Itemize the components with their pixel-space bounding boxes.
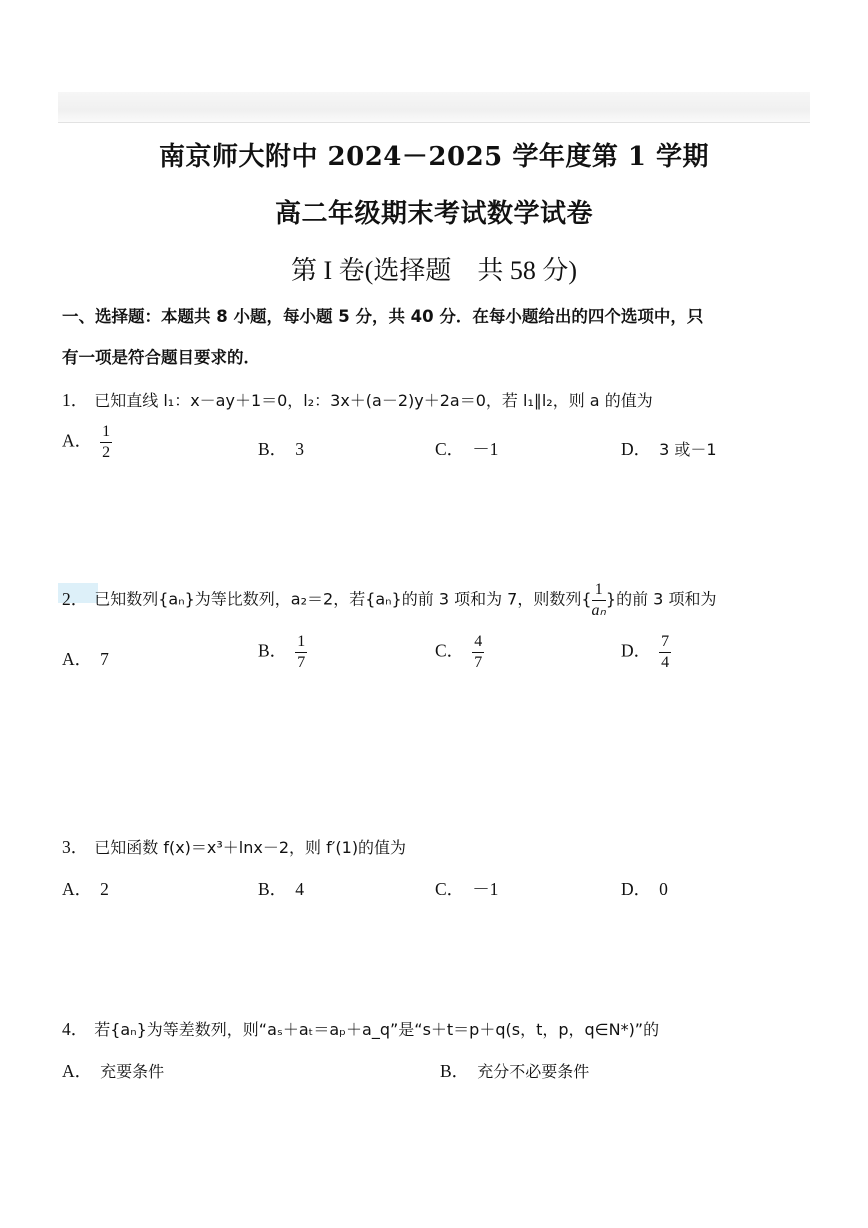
option-fraction [100, 424, 112, 461]
option-label: B． [258, 640, 288, 661]
option-value: 3 [295, 439, 304, 459]
fraction-denominator: 4 [661, 654, 670, 671]
q3-option-d[interactable] [621, 876, 668, 901]
option-label: A． [62, 649, 93, 669]
fraction-denominator: 2 [102, 444, 111, 461]
option-fraction [295, 634, 307, 671]
q2-option-d[interactable] [621, 634, 671, 671]
option-label: A． [62, 430, 93, 451]
question-number: 4． [62, 1019, 89, 1039]
section-instruction-line1: 一、选择题：本题共 8 小题，每小题 5 分，共 40 分．在每小题给出的四个选项中，只 [62, 307, 704, 326]
question-number: 3． [62, 837, 89, 857]
option-label: D． [621, 879, 652, 899]
stem-fraction [592, 582, 606, 619]
section-instruction-line2: 有一项是符合题目要求的． [62, 348, 260, 367]
option-value: 2 [100, 879, 109, 899]
q3-option-a[interactable] [62, 876, 109, 901]
option-value: －1 [472, 879, 499, 899]
q1-option-b[interactable] [258, 436, 304, 461]
option-label: A． [62, 1061, 93, 1081]
option-value: －1 [472, 439, 499, 459]
option-value: 0 [659, 879, 668, 899]
option-value: 7 [100, 649, 109, 669]
question-text: 已知函数 f(x)＝x³＋lnx－2，则 f′(1)的值为 [94, 838, 407, 857]
q4-option-b[interactable] [440, 1058, 589, 1083]
q1-option-d[interactable] [621, 436, 717, 461]
fraction-numerator: 7 [659, 634, 671, 653]
q1-option-a[interactable] [62, 424, 112, 461]
exam-title-line1: 南京师大附中 2024－2025 学年度第 1 学期 [158, 142, 710, 172]
option-fraction [659, 634, 671, 671]
option-label: B． [258, 439, 288, 459]
fraction-numerator: 1 [100, 424, 112, 443]
fraction-denominator: 7 [297, 654, 306, 671]
question-text: 已知数列{aₙ}为等比数列，a₂＝2，若{aₙ}的前 3 项和为 7，则数列{ [94, 589, 592, 609]
option-value: 充要条件 [100, 1062, 165, 1081]
option-label: D． [621, 640, 652, 661]
option-label: C． [435, 879, 465, 899]
fraction-numerator: 1 [295, 634, 307, 653]
scan-shadow-band [58, 92, 810, 122]
option-value: 3 或－1 [659, 440, 717, 459]
fraction-numerator: 1 [592, 582, 606, 601]
question-1-stem [62, 387, 653, 412]
q3-option-c[interactable] [435, 876, 498, 901]
option-label: D． [621, 439, 652, 459]
option-label: B． [258, 879, 288, 899]
q2-option-c[interactable] [435, 634, 484, 671]
question-number: 2． [62, 588, 89, 609]
section-subtitle: 第 I 卷(选择题 共 58 分) [291, 256, 577, 285]
question-text: 若{aₙ}为等差数列，则“aₛ＋aₜ＝aₚ＋a_q”是“s＋t＝p＋q(s，t，p，q∈N*)”的 [94, 1020, 660, 1039]
option-label: C． [435, 439, 465, 459]
option-label: A． [62, 879, 93, 899]
option-label: C． [435, 640, 465, 661]
option-label: B． [440, 1061, 470, 1081]
exam-title-line2: 高二年级期末考试数学试卷 [274, 199, 593, 229]
fraction-denominator: 7 [474, 654, 483, 671]
option-value: 充分不必要条件 [477, 1062, 590, 1081]
q3-option-b[interactable] [258, 876, 304, 901]
question-text: 已知直线 l₁：x－ay＋1＝0，l₂：3x＋(a－2)y＋2a＝0，若 l₁∥l₂，则 a 的值为 [94, 391, 653, 410]
question-number: 1． [62, 390, 89, 410]
q4-option-a[interactable] [62, 1058, 164, 1083]
option-value: 4 [295, 879, 304, 899]
fraction-denominator: aₙ [591, 602, 606, 619]
question-3-stem [62, 834, 406, 859]
header-divider [58, 122, 810, 123]
q2-option-a[interactable] [62, 646, 109, 671]
question-text-tail: }的前 3 项和为 [605, 589, 717, 609]
option-fraction [472, 634, 484, 671]
q2-option-b[interactable] [258, 634, 307, 671]
fraction-numerator: 4 [472, 634, 484, 653]
question-4-stem [62, 1016, 659, 1041]
question-2-stem [62, 582, 716, 619]
q1-option-c[interactable] [435, 436, 498, 461]
